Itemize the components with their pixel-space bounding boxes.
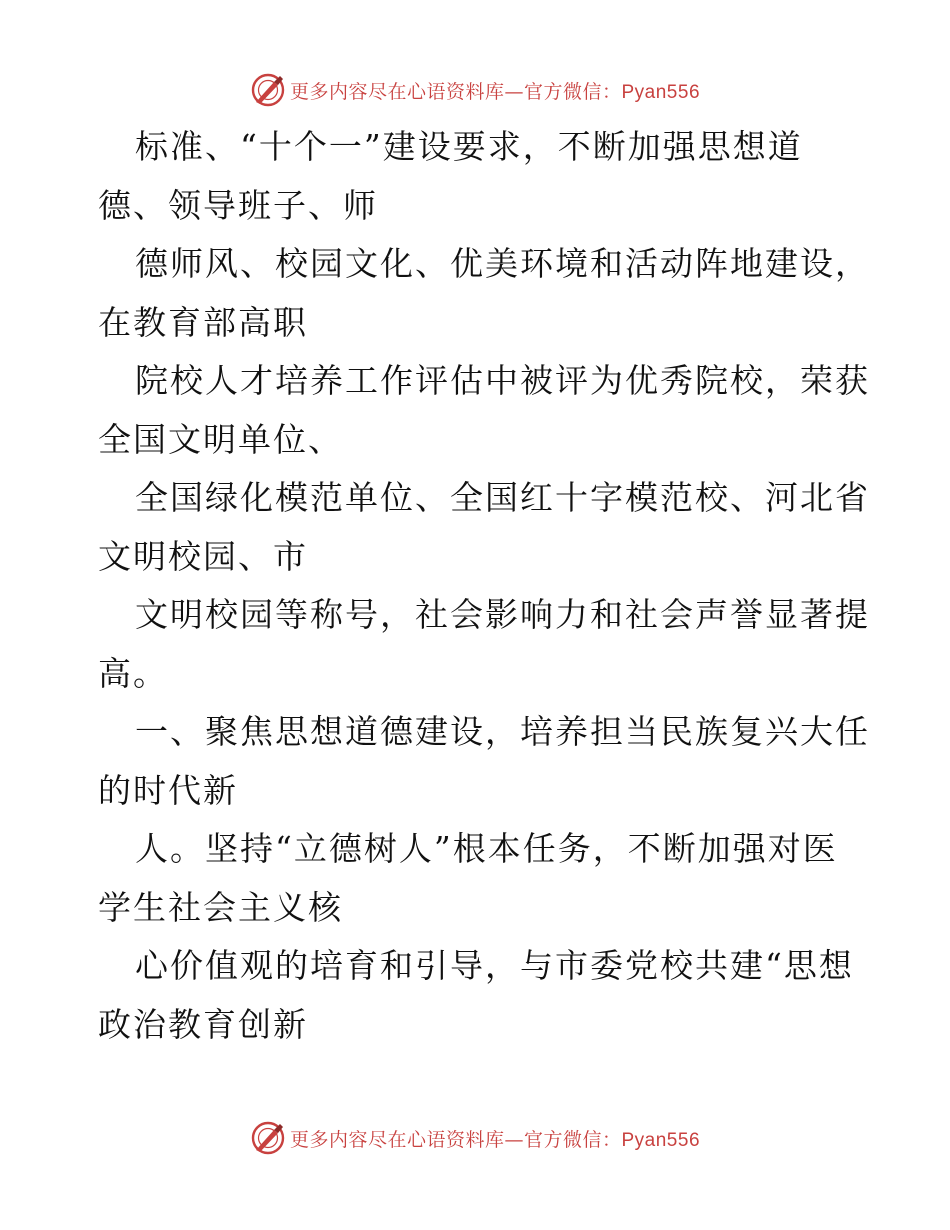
body-line: 德师风、校园文化、优美环境和活动阵地建设， [135,244,870,283]
header-wechat-id: Pyan556 [621,81,701,103]
body-line: 心价值观的培育和引导，与市委党校共建“思想 [135,946,854,985]
body-line: 德、领导班子、师 [98,185,378,225]
footer-watermark-banner [0,1118,950,1158]
body-line: 在教育部高职 [98,302,308,342]
body-line: 政治教育创新 [98,1004,308,1044]
body-line: 全国文明单位、 [98,419,343,459]
header-watermark-banner [0,70,950,110]
footer-banner-text [290,1125,700,1152]
body-line: 一、聚焦思想道德建设，培养担当民族复兴大任 [135,712,870,751]
body-line: 高。 [98,653,168,693]
header-banner-text [290,77,700,104]
footer-wechat-id: Pyan556 [621,1129,701,1151]
pen-circle-logo-icon [250,1120,286,1156]
document-body [98,118,870,1054]
pen-circle-logo-icon [250,72,286,108]
body-line: 标准、“十个一”建设要求，不断加强思想道 [135,127,803,166]
body-line: 全国绿化模范单位、全国红十字模范校、河北省 [135,478,870,517]
body-line: 学生社会主义核 [98,887,343,927]
body-line: 的时代新 [98,770,238,810]
body-line: 文明校园等称号，社会影响力和社会声誉显著提 [135,595,870,634]
body-line: 文明校园、市 [98,536,308,576]
body-line: 院校人才培养工作评估中被评为优秀院校，荣获 [135,361,870,400]
footer-banner-label: 更多内容尽在心语资料库—官方微信： [289,1128,622,1151]
header-banner-label: 更多内容尽在心语资料库—官方微信： [289,80,622,103]
body-line: 人。坚持“立德树人”根本任务，不断加强对医 [135,829,838,868]
